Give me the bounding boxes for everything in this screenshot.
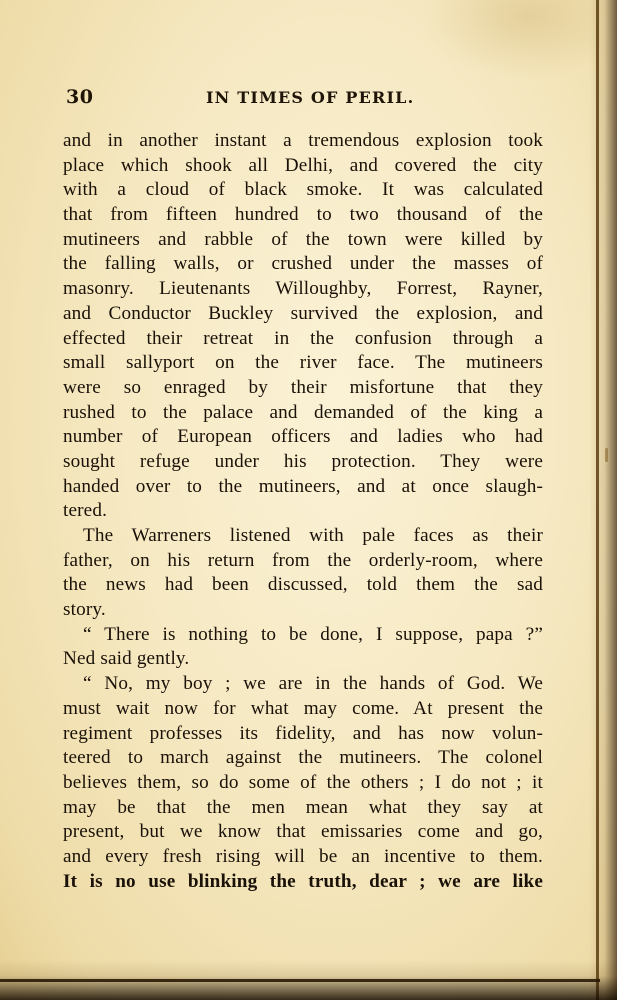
text-line: The Warreners listened with pale faces as their [83,525,543,546]
text-line: place which shook all Delhi, and covered the city [63,154,543,176]
text-line: and in another instant a tremendous explosion took [63,130,543,151]
text-line: tered. [63,500,108,522]
text-line: must wait now for what may come. At present the [63,697,543,719]
text-line: small sallyport on the river face. The mutineers [63,352,543,374]
body-text [63,129,543,894]
text-line: teered to march against the mutineers. The colonel [63,747,543,769]
text-line: story. [63,599,106,621]
text-line: rushed to the palace and demanded of the king a [63,401,543,423]
text-line: may be that the men mean what they say at [63,796,543,818]
text-line: mutineers and rabble of the town were killed by [63,228,543,250]
text-line: that from fifteen hundred to two thousand of the [63,204,543,226]
text-line: effected their retreat in the confusion through a [63,327,543,349]
text-line: with a cloud of black smoke. It was calculated [63,179,543,201]
text-line: It is no use blinking the truth, dear ; we are like [63,870,543,892]
text-line: and every fresh rising will be an incentive to them. [63,845,543,867]
text-line: present, but we know that emissaries come and go, [63,821,543,843]
text-line: were so enraged by their misfortune that they [63,376,543,398]
text-line: the falling walls, or crushed under the masses of [63,253,543,275]
text-line: “ There is nothing to be done, I suppose, papa ?” [83,623,543,645]
page-edge-bottom [0,960,617,1000]
text-line: believes them, so do some of the others ; I do not ; it [63,771,543,793]
bottom-edge-rule [0,979,600,982]
running-head: IN TIMES OF PERIL. [206,88,415,107]
text-line: the news had been discussed, told them the sad [63,574,543,596]
text-line: and Conductor Buckley survived the explosion, and [63,302,543,324]
page-edge-right [589,0,617,1000]
text-line: masonry. Lieutenants Willoughby, Forrest, Rayner, [63,278,543,300]
page-number: 30 [66,86,94,108]
binding-fold [596,0,599,1000]
page-header [66,86,546,114]
text-line: father, on his return from the orderly-room, where [63,549,543,571]
text-line: handed over to the mutineers, and at once slaugh- [63,475,543,497]
text-line: regiment professes its fidelity, and has now volun- [63,722,543,744]
text-line: “ No, my boy ; we are in the hands of God. We [83,673,543,695]
text-line: number of European officers and ladies who had [63,426,543,448]
paper-stain [420,0,600,80]
text-line: Ned said gently. [63,648,190,670]
text-line: sought refuge under his protection. They were [63,450,543,472]
